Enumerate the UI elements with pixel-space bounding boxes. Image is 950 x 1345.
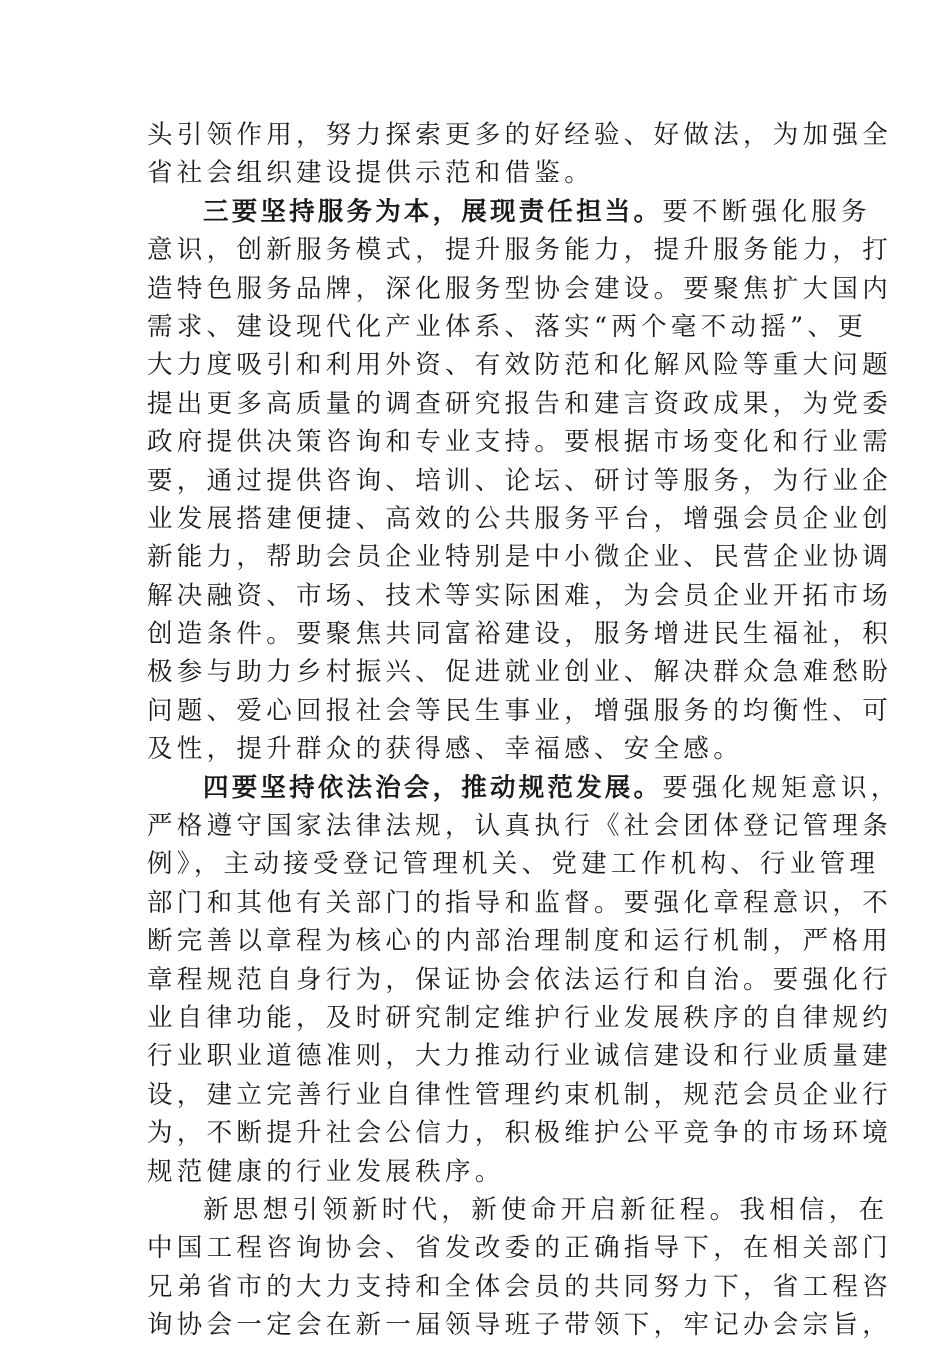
text-line: 新思想引领新时代，新使命开启新征程。我相信，在 [203,1194,889,1225]
document-body [147,116,901,1345]
text-line: 提出更多高质量的调查研究报告和建言资政成果，为党委 [147,388,893,419]
text-line: 行业职业道德准则，大力推动行业诚信建设和行业质量建 [147,1041,893,1072]
text-line [147,769,901,807]
text-line: 例》，主动接受登记管理机关、党建工作机构、行业管理 [147,849,880,880]
text-line: 问题、爱心回报社会等民生事业，增强服务的均衡性、可 [147,695,893,726]
text-line: 严格遵守国家法律法规，认真执行《社会团体登记管理条 [147,811,893,842]
text-line: 中国工程咨询协会、省发改委的正确指导下，在相关部门 [147,1233,893,1264]
text-line: 造特色服务品牌，深化服务型协会建设。要聚焦扩大国内 [147,273,893,304]
text-line: 极参与助力乡村振兴、促进就业创业、解决群众急难愁盼 [147,657,893,688]
paragraph [147,116,893,193]
text-line: 要，通过提供咨询、培训、论坛、研讨等服务，为行业企 [147,465,893,496]
text-line: 政府提供决策咨询和专业支持。要根据市场变化和行业需 [147,427,893,458]
text-line: 大力度吸引和利用外资、有效防范和化解风险等重大问题 [147,350,893,381]
text-line: 意识，创新服务模式，提升服务能力，提升服务能力，打 [147,235,893,266]
paragraph [147,193,893,769]
text-line: 省社会组织建设提供示范和借鉴。 [147,158,595,189]
text-line: 部门和其他有关部门的指导和监督。要强化章程意识，不 [147,887,893,918]
text-line: 创造条件。要聚焦共同富裕建设，服务增进民生福祉，积 [147,619,893,650]
text-line: 业发展搭建便捷、高效的公共服务平台，增强会员企业创 [147,503,893,534]
paragraph-heading: 四要坚持依法治会，推动规范发展。 [203,772,663,803]
paragraph [147,769,901,1191]
text-line: 新能力，帮助会员企业特别是中小微企业、民营企业协调 [147,542,893,573]
text-line: 章程规范自身行为，保证协会依法运行和自治。要强化行 [147,964,893,995]
text-line: 断完善以章程为核心的内部治理制度和运行机制，严格用 [147,926,893,957]
text-line: 解决融资、市场、技术等实际困难，为会员企业开拓市场 [147,580,893,611]
text-line: 为，不断提升社会公信力，积极维护公平竞争的市场环境 [147,1118,893,1149]
text-line: 头引领作用，努力探索更多的好经验、好做法，为加强全 [147,120,893,150]
paragraph-heading: 三要坚持服务为本，展现责任担当。 [203,196,663,227]
text-line [147,193,871,231]
text-line: 业自律功能，及时研究制定维护行业发展秩序的自律规约 [147,1002,893,1033]
text-line: 需求、建设现代化产业体系、落实“两个毫不动摇”、更 [147,311,868,342]
text-line: 询协会一定会在新一届领导班子带领下，牢记办会宗旨， [147,1310,893,1341]
text-run: 要强化规矩意识， [662,772,901,803]
text-line: 兄弟省市的大力支持和全体会员的共同努力下，省工程咨 [147,1271,893,1302]
paragraph [147,1191,893,1345]
text-line: 设，建立完善行业自律性管理约束机制，规范会员企业行 [147,1079,893,1110]
text-line: 及性，提升群众的获得感、幸福感、安全感。 [147,734,744,765]
text-run: 要不断强化服务 [662,196,871,227]
text-line: 规范健康的行业发展秩序。 [147,1156,505,1187]
